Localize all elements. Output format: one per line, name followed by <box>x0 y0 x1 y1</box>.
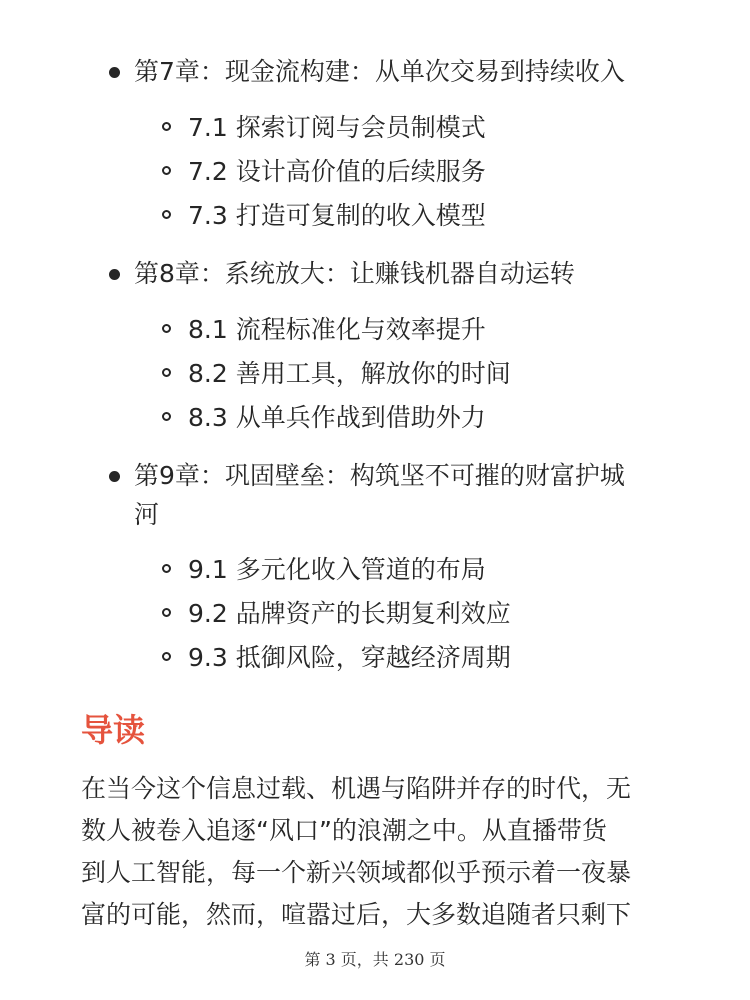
hollow-bullet-icon <box>162 608 171 617</box>
toc-section-7-1[interactable] <box>188 107 708 149</box>
page-number-footer: 第 3 页，共 230 页 <box>304 950 446 969</box>
bullet-icon <box>109 471 120 482</box>
intro-paragraph <box>81 768 671 936</box>
toc-chapter-9-continued <box>134 493 694 537</box>
section-title: 9.3 抵御风险，穿越经济周期 <box>188 643 511 672</box>
hollow-bullet-icon <box>162 210 171 219</box>
hollow-bullet-icon <box>162 564 171 573</box>
hollow-bullet-icon <box>162 122 171 131</box>
toc-chapter-9[interactable] <box>134 454 694 498</box>
toc-section-8-1[interactable] <box>188 309 708 351</box>
bullet-icon <box>109 67 120 78</box>
hollow-bullet-icon <box>162 324 171 333</box>
chapter-title-line-2: 河 <box>134 500 160 529</box>
hollow-bullet-icon <box>162 412 171 421</box>
section-heading-intro: 导读 <box>81 711 146 749</box>
section-title: 9.2 品牌资产的长期复利效应 <box>188 599 511 628</box>
hollow-bullet-icon <box>162 166 171 175</box>
hollow-bullet-icon <box>162 652 171 661</box>
toc-section-7-2[interactable] <box>188 151 708 193</box>
toc-chapter-7[interactable] <box>134 50 694 94</box>
section-title: 8.3 从单兵作战到借助外力 <box>188 403 486 432</box>
chapter-title-line-1: 第9章：巩固壁垒：构筑坚不可摧的财富护城 <box>134 461 625 490</box>
toc-section-9-1[interactable] <box>188 549 708 591</box>
toc-section-9-3[interactable] <box>188 637 708 679</box>
paragraph-line: 在当今这个信息过载、机遇与陷阱并存的时代，无 <box>81 774 632 803</box>
paragraph-line: 到人工智能，每一个新兴领域都似乎预示着一夜暴 <box>81 858 632 887</box>
toc-chapter-8[interactable] <box>134 252 694 296</box>
section-title: 7.3 打造可复制的收入模型 <box>188 201 486 230</box>
hollow-bullet-icon <box>162 368 171 377</box>
paragraph-line: 富的可能，然而，喧嚣过后，大多数追随者只剩下 <box>81 900 632 929</box>
toc-section-7-3[interactable] <box>188 195 708 237</box>
toc-section-9-2[interactable] <box>188 593 708 635</box>
section-title: 9.1 多元化收入管道的布局 <box>188 555 486 584</box>
chapter-title: 第7章：现金流构建：从单次交易到持续收入 <box>134 57 625 86</box>
bullet-icon <box>109 269 120 280</box>
toc-section-8-3[interactable] <box>188 397 708 439</box>
chapter-title: 第8章：系统放大：让赚钱机器自动运转 <box>134 259 575 288</box>
section-title: 8.2 善用工具，解放你的时间 <box>188 359 511 388</box>
paragraph-line: 数人被卷入追逐“风口”的浪潮之中。从直播带货 <box>81 816 607 845</box>
section-title: 8.1 流程标准化与效率提升 <box>188 315 486 344</box>
section-title: 7.1 探索订阅与会员制模式 <box>188 113 486 142</box>
section-title: 7.2 设计高价值的后续服务 <box>188 157 486 186</box>
toc-section-8-2[interactable] <box>188 353 708 395</box>
